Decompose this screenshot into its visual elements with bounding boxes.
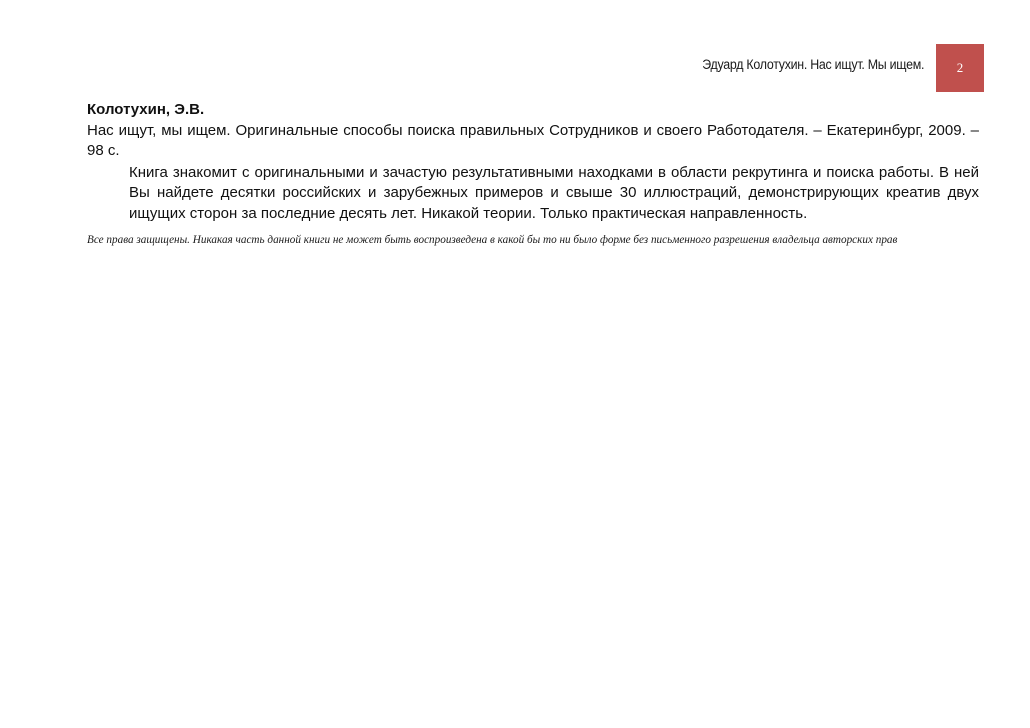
page-header [0, 44, 1030, 92]
author-name: Колотухин, Э.В. [87, 101, 205, 118]
running-title: Эдуард Колотухин. Нас ищут. Мы ищем. [702, 57, 924, 72]
page-number-badge: 2 [936, 44, 984, 92]
bibliographic-description: Нас ищут, мы ищем. Оригинальные способы поиска правильных Сотрудников и своего Работодателя. – Екатеринбург, 2009. – 98 с. [87, 121, 979, 159]
document-body [87, 100, 979, 249]
copyright-notice: Все права защищены. Никакая часть данной книги не может быть воспроизведена в какой бы то ни было форме без письменного разрешения владельца авторских прав [87, 234, 898, 246]
book-annotation: Книга знакомит с оригинальными и зачастую результативными находками в области рекрутинга и поиска работы. В ней Вы найдете десятки российских и зарубежных примеров и свыше 30 иллюстраций, демонстрирующих креатив двух ищущих сторон за последние десять лет. Никакой теории. Только практическая направленность. [129, 163, 979, 222]
